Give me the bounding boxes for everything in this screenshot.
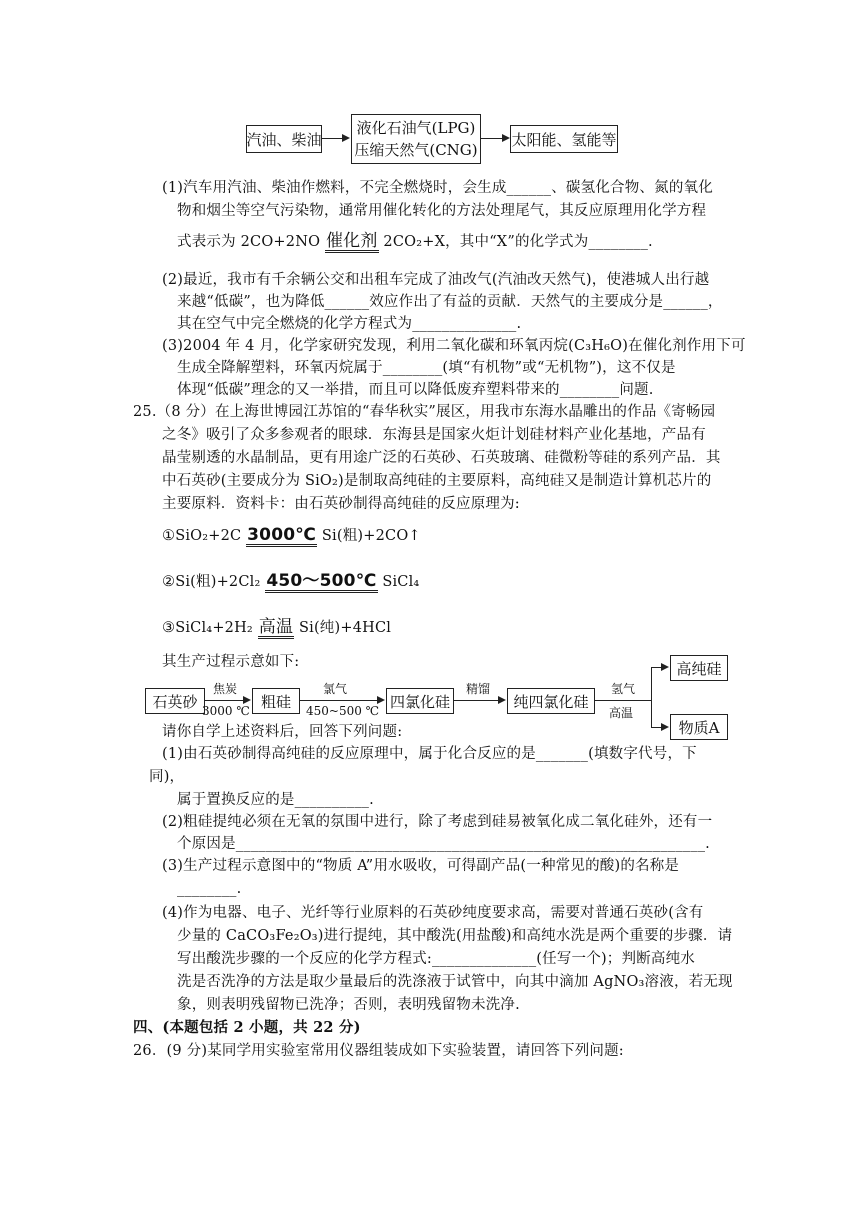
q25-intro-line1: 25.（8 分）在上海世博园江苏馆的“春华秋实”展区，用我市东海水晶雕出的作品《寄畅园: [133, 404, 716, 420]
q24-p3-line1: (3)2004 年 4 月，化学家研究发现，利用二氧化碳和环氧丙烷(C₃H₆O)在催化剂作用下可: [162, 338, 746, 354]
flow-cond3-top: 精馏: [466, 682, 491, 696]
q24-eq-right: 2CO₂+X，其中“X”的化学式为________.: [383, 234, 653, 250]
q25-a4-line3: 写出酸洗步骤的一个反应的化学方程式:______________(任写一个)；判断高纯水: [177, 951, 695, 967]
q24-p2-line3: 其在空气中完全燃烧的化学方程式为______________.: [177, 316, 522, 332]
arrow-icon: [651, 727, 667, 728]
q25-a4-line4: 洗是否洗净的方法是取少量最后的洗涤液于试管中，向其中滴加 AgNO₃溶液，若无现: [177, 974, 733, 990]
eq3-left: ③SiCl₄+2H₂: [162, 620, 253, 636]
flow-box-pure-si: 高纯硅: [670, 655, 728, 681]
flow-cond1-bottom: 3000 ℃: [202, 704, 250, 718]
flow-connector: [595, 700, 651, 701]
q25-a3-line2: ________.: [177, 881, 242, 897]
fuel-box-gasoline: 汽油、柴油: [246, 125, 322, 153]
q25-intro-line4: 中石英砂(主要成分为 SiO₂)是制取高纯硅的主要原料，高纯硅又是制造计算机芯片的: [162, 473, 712, 489]
arrow-icon: [300, 700, 383, 701]
arrow-icon: [651, 667, 667, 668]
flow-cond2-bottom: 450~500 ℃: [306, 704, 380, 718]
q25-equation-2: [162, 572, 419, 593]
q25-a3-line1: (3)生产过程示意图中的“物质 A”用水吸收，可得副产品(一种常见的酸)的名称是: [162, 858, 680, 874]
flow-box-crude-si: 粗硅: [252, 688, 300, 714]
flow-cond1-top: 焦炭: [213, 682, 238, 696]
q25-intro-line2: 之冬》吸引了众多参观者的眼球．东海县是国家火炬计划硅材料产业化基地，产品有: [162, 427, 706, 443]
q25-a1-line1: (1)由石英砂制得高纯硅的反应原理中，属于化合反应的是_______(填数字代号，下: [162, 746, 697, 762]
eq1-left: ①SiO₂+2C: [162, 528, 242, 544]
eq1-condition: 3000℃: [247, 525, 317, 545]
q25-a1-line3: 属于置换反应的是__________.: [177, 792, 374, 808]
arrow-icon: [205, 700, 249, 701]
q26-prompt: 26．(9 分)某同学用实验室常用仪器组装成如下实验装置，请回答下列问题:: [133, 1043, 624, 1059]
flow-cond4-top: 氢气: [611, 682, 636, 696]
flow-cond4-bottom: 高温: [609, 706, 634, 720]
flow-box-sicl4: 四氯化硅: [386, 688, 454, 714]
fuel-box-gas-line2: 压缩天然气(CNG): [354, 141, 478, 159]
arrow-icon: [481, 138, 508, 139]
flow-title: 其生产过程示意如下:: [162, 654, 300, 670]
q24-p2-line1: (2)最近，我市有千余辆公交和出租车完成了油改气(汽油改天然气)，使港城人出行越: [162, 272, 710, 288]
eq1-right: Si(粗)+2CO↑: [321, 528, 421, 544]
q25-ask: 请你自学上述资料后，回答下列问题:: [162, 724, 403, 740]
q25-intro-line5: 主要原料．资料卡：由石英砂制得高纯硅的反应原理为:: [162, 496, 520, 512]
q24-p1-line3: [177, 232, 653, 253]
q25-a4-line5: 象，则表明残留物已洗净；否则，表明残留物未洗净.: [177, 997, 520, 1013]
q24-p3-line3: 体现“低碳”理念的又一举措，而且可以降低废弃塑料带来的________问题.: [177, 382, 654, 398]
flow-box-pure-sicl4: 纯四氯化硅: [507, 688, 595, 714]
arrow-icon: [454, 700, 504, 701]
q25-equation-1: [162, 526, 421, 547]
fuel-box-gas-line1: 液化石油气(LPG): [356, 119, 476, 137]
q24-p1-line1: (1)汽车用汽油、柴油作燃料，不完全燃烧时，会生成______、碳氢化合物、氮的氧化: [162, 180, 713, 196]
q25-a1-line2: 同)，: [149, 769, 185, 785]
q25-a4-line2: 少量的 CaCO₃Fe₂O₃)进行提纯，其中酸洗(用盐酸)和高纯水洗是两个重要的步骤．请: [177, 928, 733, 944]
q25-equation-3: [162, 618, 391, 639]
flow-cond2-top: 氯气: [323, 682, 348, 696]
q25-a2-line2: 个原因是_______________________________________________________________.: [177, 836, 710, 852]
fuel-box-gas: [351, 114, 481, 164]
q24-p1-line2: 物和烟尘等空气污染物，通常用催化转化的方法处理尾气，其反应原理用化学方程: [177, 203, 707, 219]
q25-a4-line1: (4)作为电器、电子、光纤等行业原料的石英砂纯度要求高，需要对普通石英砂(含有: [162, 905, 704, 921]
section-heading: 四、(本题包括 2 小题，共 22 分): [133, 1019, 361, 1036]
eq3-right: Si(纯)+4HCl: [298, 620, 392, 636]
q24-eq-left: 式表示为 2CO+2NO: [177, 234, 321, 250]
eq2-left: ②Si(粗)+2Cl₂: [162, 574, 261, 590]
q24-p3-line2: 生成全降解塑料，环氧丙烷属于________(填“有机物”或“无机物”)，这不仅是: [177, 360, 676, 376]
q24-p2-line2: 来越“低碳”，也为降低______效应作出了有益的贡献．天然气的主要成分是______，: [177, 294, 723, 310]
eq3-condition: 高温: [258, 617, 294, 637]
eq2-right: SiCl₄: [382, 574, 420, 590]
flow-box-substance-a: 物质A: [670, 714, 728, 740]
q24-eq-condition: 催化剂: [325, 231, 378, 251]
flow-branch: [651, 667, 652, 727]
q25-a2-line1: (2)粗硅提纯必须在无氧的氛围中进行，除了考虑到硅易被氧化成二氧化硅外，还有一: [162, 814, 713, 830]
arrow-icon: [322, 138, 348, 139]
eq2-condition: 450～500℃: [266, 571, 377, 591]
flow-box-quartz: 石英砂: [145, 688, 205, 714]
fuel-box-solar: 太阳能、氢能等: [510, 125, 618, 153]
q25-intro-line3: 晶莹剔透的水晶制品，更有用途广泛的石英砂、石英玻璃、硅微粉等硅的系列产品．其: [162, 450, 721, 466]
